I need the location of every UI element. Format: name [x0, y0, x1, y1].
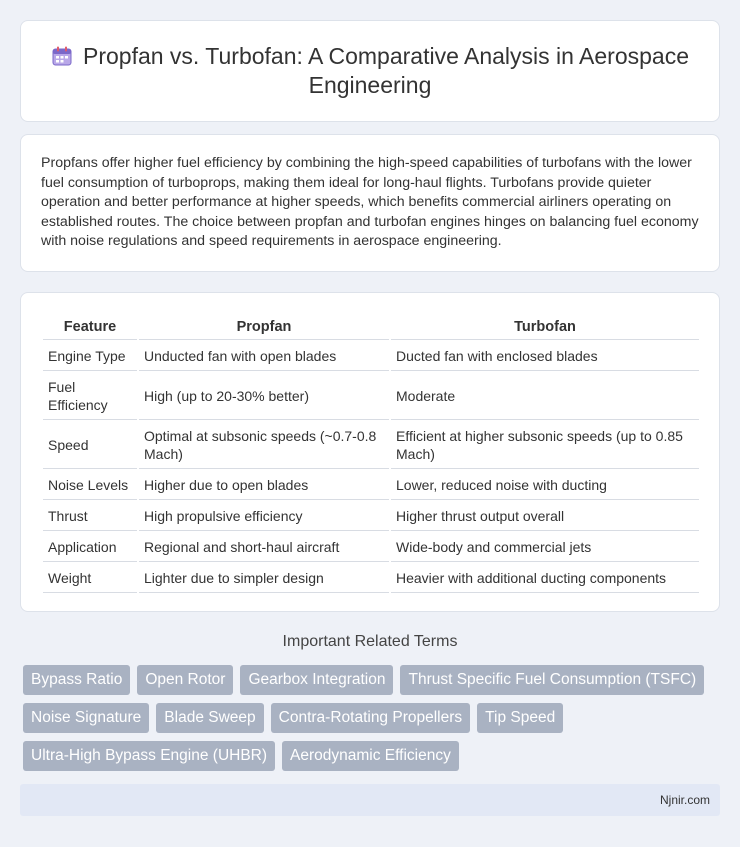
related-terms-title: Important Related Terms — [282, 633, 458, 650]
comparison-table — [41, 313, 701, 595]
term-tag-blade-sweep[interactable]: Blade Sweep — [156, 703, 263, 733]
header-turbofan: Turbofan — [391, 315, 699, 340]
turbofan-cell: Moderate — [391, 373, 699, 420]
term-tag-tip-speed[interactable]: Tip Speed — [477, 703, 563, 733]
table-row — [43, 342, 699, 371]
header-feature: Feature — [43, 315, 137, 340]
table-row — [43, 533, 699, 562]
turbofan-cell: Ducted fan with enclosed blades — [391, 342, 699, 371]
term-tag-open-rotor[interactable]: Open Rotor — [137, 665, 233, 695]
term-tag-uhbr[interactable]: Ultra-High Bypass Engine (UHBR) — [23, 741, 275, 771]
feature-cell: Thrust — [43, 502, 137, 531]
title-card — [20, 20, 720, 122]
feature-cell: Weight — [43, 564, 137, 593]
turbofan-cell: Efficient at higher subsonic speeds (up to 0.85 Mach) — [391, 422, 699, 469]
table-row — [43, 373, 699, 420]
term-tag-noise-signature[interactable]: Noise Signature — [23, 703, 149, 733]
table-header-row — [43, 315, 699, 340]
comparison-card — [20, 292, 720, 612]
table-row — [43, 564, 699, 593]
calendar-icon — [51, 45, 73, 67]
propfan-cell: Unducted fan with open blades — [139, 342, 389, 371]
propfan-cell: High propulsive efficiency — [139, 502, 389, 531]
propfan-cell: High (up to 20-30% better) — [139, 373, 389, 420]
related-terms-list — [23, 665, 723, 771]
feature-cell: Fuel Efficiency — [43, 373, 137, 420]
page-title — [21, 42, 719, 100]
feature-cell: Noise Levels — [43, 471, 137, 500]
title-wrap — [21, 21, 719, 121]
page-title-text: Propfan vs. Turbofan: A Comparative Analysis in Aerospace Engineering — [82, 43, 689, 98]
header-propfan: Propfan — [139, 315, 389, 340]
term-tag-gearbox-integration[interactable]: Gearbox Integration — [240, 665, 393, 695]
feature-cell: Engine Type — [43, 342, 137, 371]
feature-cell: Application — [43, 533, 137, 562]
footer-site-link[interactable]: Njnir.com — [659, 793, 710, 807]
table-row — [43, 471, 699, 500]
turbofan-cell: Higher thrust output overall — [391, 502, 699, 531]
footer — [20, 784, 720, 816]
propfan-cell: Regional and short-haul aircraft — [139, 533, 389, 562]
term-tag-aerodynamic-efficiency[interactable]: Aerodynamic Efficiency — [282, 741, 459, 771]
propfan-cell: Optimal at subsonic speeds (~0.7-0.8 Mach) — [139, 422, 389, 469]
turbofan-cell: Heavier with additional ducting components — [391, 564, 699, 593]
term-tag-bypass-ratio[interactable]: Bypass Ratio — [23, 665, 130, 695]
table-row — [43, 502, 699, 531]
intro-paragraph: Propfans offer higher fuel efficiency by combining the high-speed capabilities of turbofans with the lower fuel consumption of turboprops, making them ideal for long-haul flights. Turbofans provide quieter operation and better performance at higher speeds, which benefits commercial airliners operating on established routes. The choice between propfan and turbofan engines hinges on balancing fuel economy with noise regulations and speed requirements in aerospace engineering. — [41, 155, 699, 250]
propfan-cell: Higher due to open blades — [139, 471, 389, 500]
turbofan-cell: Wide-body and commercial jets — [391, 533, 699, 562]
propfan-cell: Lighter due to simpler design — [139, 564, 389, 593]
turbofan-cell: Lower, reduced noise with ducting — [391, 471, 699, 500]
term-tag-contra-rotating-propellers[interactable]: Contra-Rotating Propellers — [271, 703, 471, 733]
table-row — [43, 422, 699, 469]
feature-cell: Speed — [43, 422, 137, 469]
term-tag-tsfc[interactable]: Thrust Specific Fuel Consumption (TSFC) — [400, 665, 704, 695]
intro-card — [20, 134, 720, 272]
